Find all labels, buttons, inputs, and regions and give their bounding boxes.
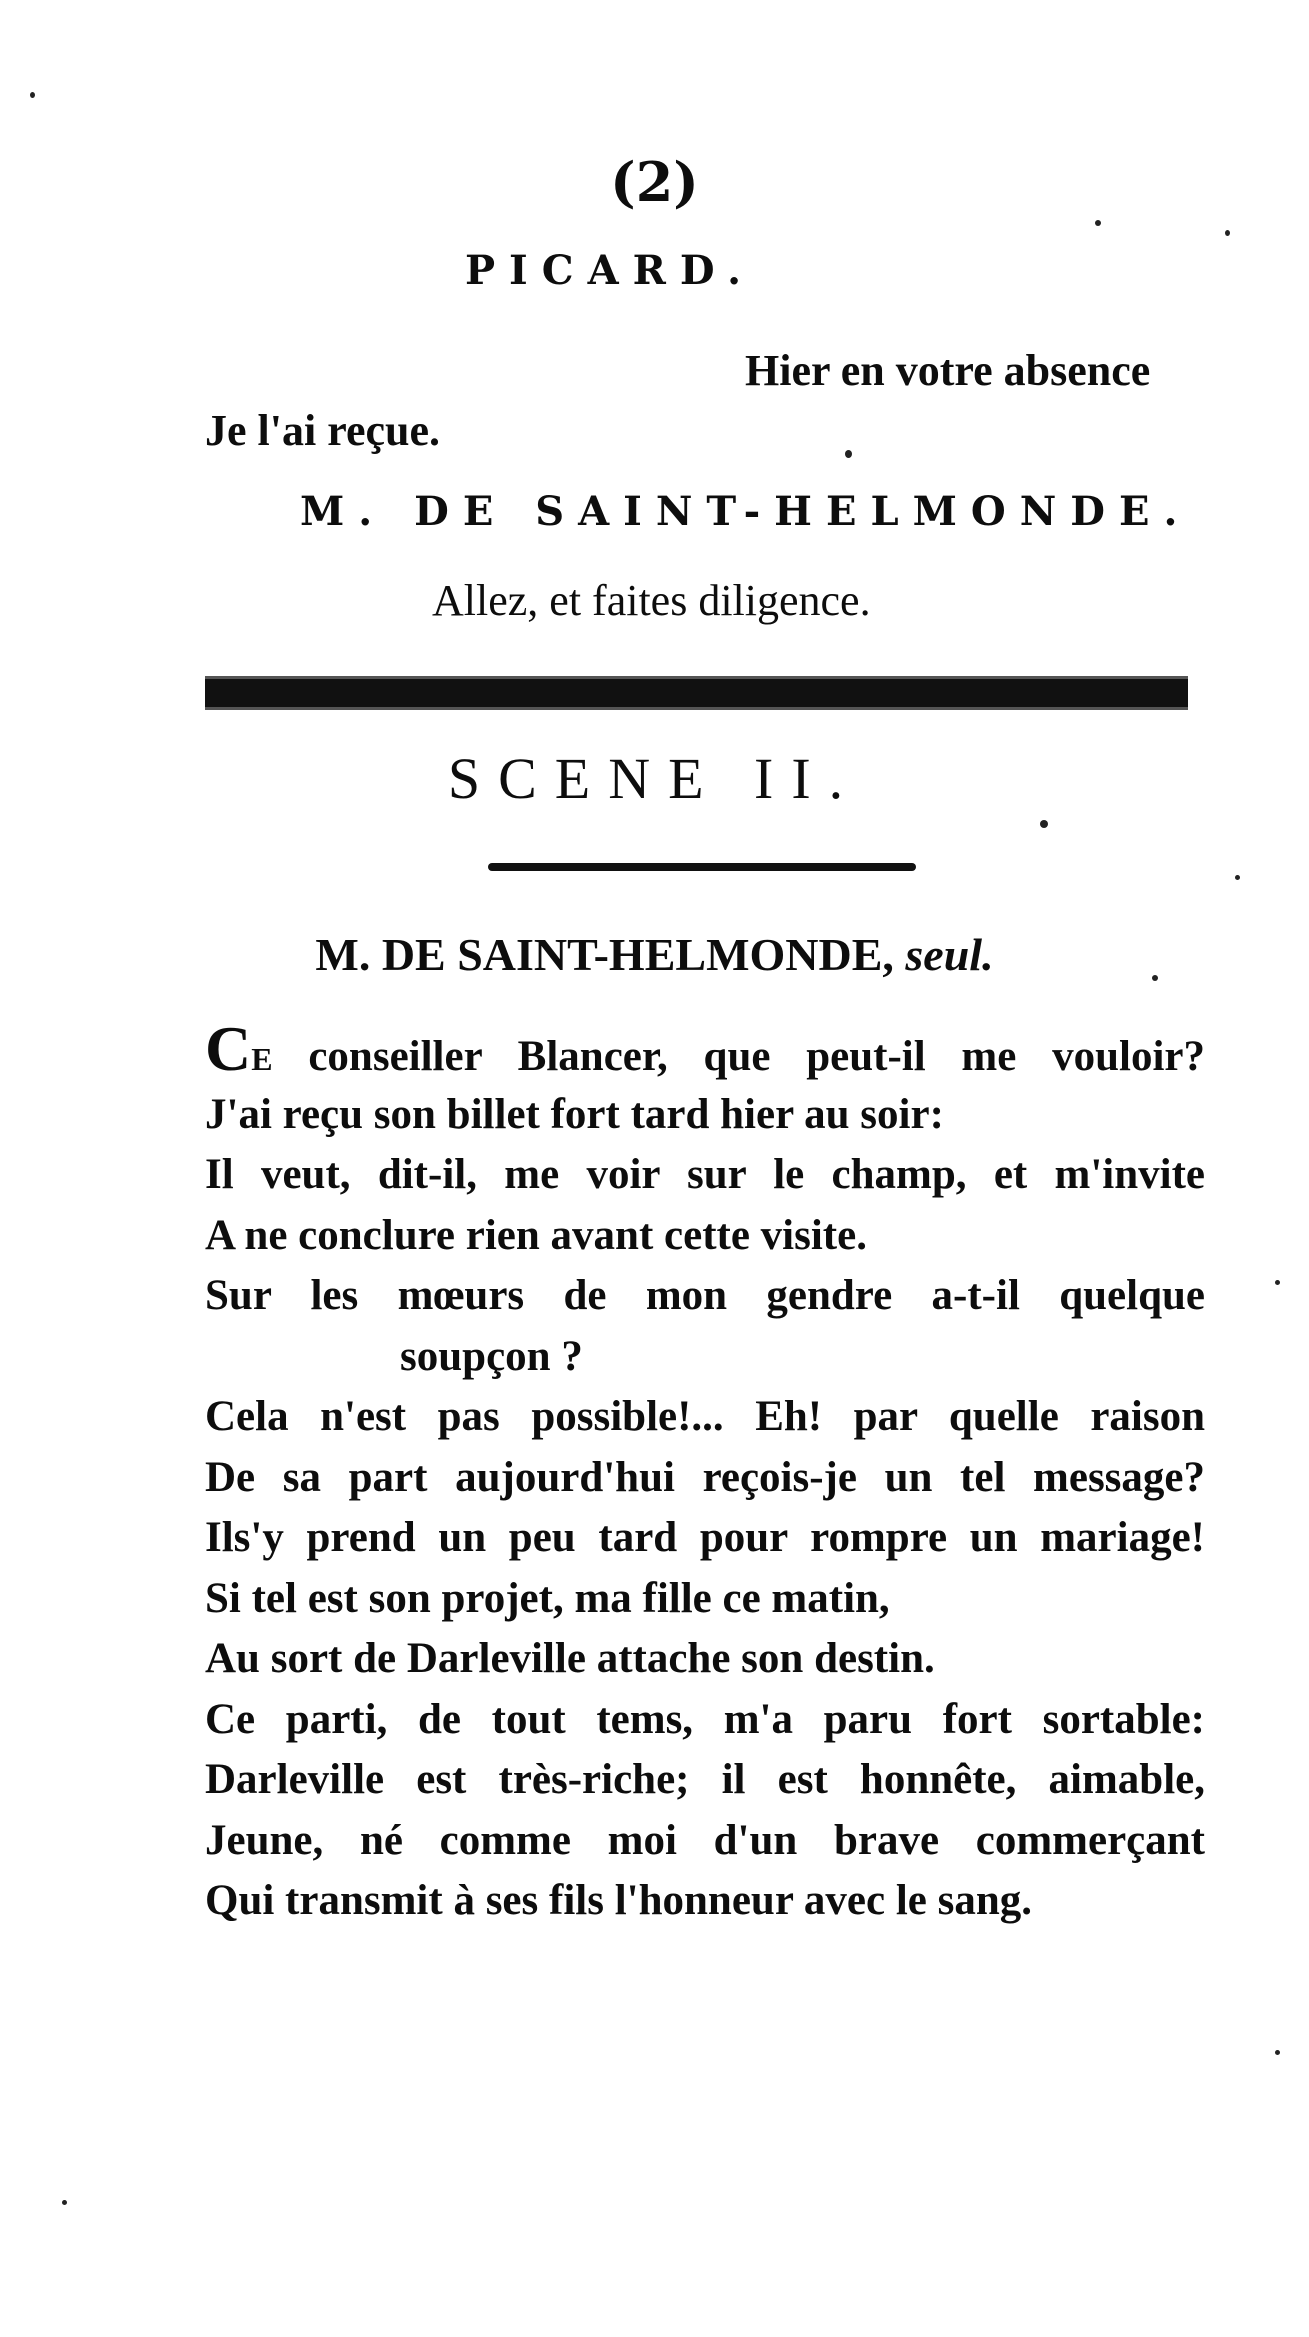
print-speck [845,450,852,458]
verse-line: De sa part aujourd'hui reçois-je un tel message? [205,1453,1205,1501]
verse-line: soupçon ? [400,1332,583,1380]
speaker-picard: PICARD. [464,247,756,294]
print-speck [1275,1280,1280,1285]
scene-character [0,928,1309,981]
verse-line: Jeune, né comme moi d'un brave commerçant [205,1816,1205,1864]
print-speck [1275,2050,1280,2055]
speaker-saint-helmonde: M. DE SAINT-HELMONDE. [300,488,1192,535]
print-speck [1040,820,1048,828]
verse-lines [205,1085,1205,1932]
dialogue-line-picard-2: Je l'ai reçue. [205,406,440,455]
verse-line: Darleville est très-riche; il est honnête, aimable, [205,1756,1205,1803]
page-number: (2) [610,150,699,214]
dialogue-line-saint-helmonde: Allez, et faites diligence. [432,576,871,625]
verse-line: Qui transmit à ses fils l'honneur avec le sang. [205,1877,1032,1924]
print-speck [1152,975,1158,981]
drop-cap-rest: E [251,1041,273,1077]
drop-cap: C [205,1013,252,1084]
print-speck [1095,220,1101,226]
print-speck [62,2200,67,2205]
verse-line: Ils'y prend un peu tard pour rompre un mariage! [205,1514,1205,1561]
print-speck [1235,875,1240,880]
verse-line: Sur les mœurs de mon gendre a-t-il quelque [205,1272,1205,1319]
verse-first-line-rest: conseiller Blancer, que peut-il me vouloir? [308,1033,1205,1080]
print-speck [1225,230,1230,236]
verse-line: Si tel est son projet, ma fille ce matin, [205,1574,890,1622]
verse-line: A ne conclure rien avant cette visite. [205,1211,867,1259]
verse-line: Ce parti, de tout tems, m'a paru fort sortable: [205,1695,1205,1743]
verse-line: Cela n'est pas possible!... Eh! par quelle raison [205,1393,1205,1440]
print-speck [30,92,35,98]
scene-divider-thick [205,676,1188,710]
verse-line: Il veut, dit-il, me voir sur le champ, et m'invite [205,1151,1205,1198]
verse-line-first [205,1013,1205,1085]
dialogue-line-picard-1: Hier en votre absence [745,346,1151,395]
stage-direction: seul. [905,929,994,980]
scene-character-name: M. DE SAINT-HELMONDE, [315,929,894,980]
verse-line: Au sort de Darleville attache son destin. [205,1635,935,1682]
scene-divider-thin [488,863,916,871]
verse-line: J'ai reçu son billet fort tard hier au soir: [205,1090,944,1138]
scene-title: SCENE II. [447,746,862,811]
verse-block [205,1013,1205,1932]
